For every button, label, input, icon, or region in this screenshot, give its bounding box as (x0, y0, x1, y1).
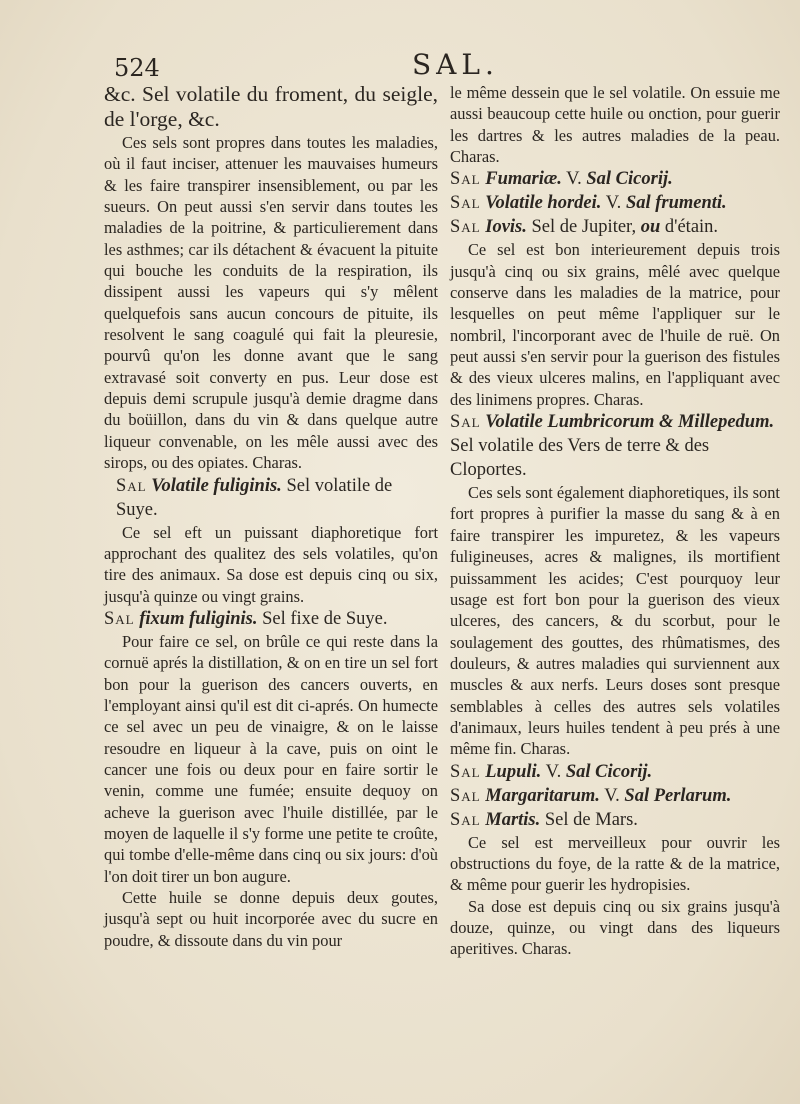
entry-ref: V. (545, 761, 562, 782)
entry-sal: Sal (450, 169, 481, 190)
entry-ref: V. (566, 169, 582, 190)
entry-french: Sel de Jupiter, (531, 217, 637, 238)
paragraph: Ces sels sont également diaphoretiques, ils sont fort propres à purifier la masse du sang & à en faire transpirer les impuretez, & les vapeurs fuligineuses, acres & malignes, ils mortifient puissamment les acides; C'est pourquoy leur usage est fort bon pour la guerison des vieux ulceres, des cancers, & du scorbut, pour le soulagement des gouttes, des rhûmatismes, des douleurs, & autres maladies qui surviennent aux muscles & aux nerfs. Leurs doses sont presque semblables à celles des autres sels volatiles d'animaux, leurs huiles tendent à peu prés à une même fin. Charas. (450, 483, 780, 759)
entry-latin: Lupuli. (485, 761, 542, 782)
entry-sal: Sal (450, 809, 481, 830)
entry-latin-ref: Sal frumenti. (625, 193, 727, 214)
entry-heading-lumbricorum (450, 410, 780, 482)
entry-latin-ref: Sal Cicorij. (586, 169, 673, 190)
paragraph: Cette huile se donne depuis deux goutes, jusqu'à sept ou huit incorporée avec du sucre en poudre, & dissoute dans du vin pour (104, 888, 438, 950)
paragraph: Ce sel eft un puissant diaphoretique fort approchant des qualitez des sels volatiles, qu'on tire des animaux. Sa dose est depuis cinq ou six, jusqu'à quinze ou vingt grains. (104, 522, 438, 606)
paragraph: Ce sel est merveilleux pour ouvrir les obstructions du foye, de la ratte & de la matrice, & même pour guerir les hydropisies. (450, 832, 780, 895)
entry-heading-margaritarum (450, 784, 780, 808)
running-head: SAL. (412, 48, 499, 81)
entry-heading-fixum-fuliginis (104, 607, 438, 631)
entry-sal: Sal (116, 475, 147, 496)
entry-latin: Fumariæ. (485, 169, 562, 190)
paragraph: le même dessein que le sel volatile. On essuie me aussi beaucoup cette huile ou onction, pour guerir les dartres & les autres maladies de la peau. Charas. (450, 83, 780, 167)
entry-heading-volatile-fuliginis (104, 474, 438, 522)
entry-french: Sel fixe de Suye. (262, 608, 388, 629)
entry-heading-fumariae (450, 167, 780, 191)
paragraph: Ces sels sont propres dans toutes les maladies, où il faut inciser, attenuer les mauvaises humeurs & les faire transpirer insensiblement, ou par les sueurs. On peut aussi s'en servir dans toutes les maladies de la poitrine, & particulierement dans les asthmes; car ils détachent & évacuent la pituite qui bouche les conduits de la respiration, ils dissipent aussi les vapeurs qui s'y mêlent quelquefois sans aucun concours de pituite, ils resolvent le sang coagulé qui fait la pleuresie, pourvû qu'on les donne avant que le sang extravasé soit converty en pus. Leur dose est depuis demi scrupule jusqu'à demie dragme dans du boüillon, dans du vin & dans quelque autre liqueur convenable, on les mêle aussi avec des sirops, ou des opiates. Charas. (104, 133, 438, 473)
entry-sal: Sal (450, 193, 481, 214)
entry-sal: Sal (450, 761, 481, 782)
page-header (0, 46, 800, 86)
entry-latin-ref: Sal Perlarum. (624, 785, 732, 806)
continued-entry-title: &c. Sel volatile du froment, du seigle, de l'orge, &c. (104, 82, 438, 131)
entry-sal: Sal (104, 608, 135, 629)
entry-heading-martis (450, 808, 780, 832)
entry-latin: Volatile fuliginis. (151, 475, 282, 496)
entry-french: Sel volatile des Vers de terre & des Cloportes. (450, 436, 710, 481)
entry-heading-iovis (450, 215, 780, 239)
entry-french-alt: d'étain. (664, 217, 719, 238)
entry-latin-ref: Sal Cicorij. (565, 761, 653, 782)
entry-sal: Sal (450, 217, 481, 238)
entry-sal: Sal (450, 412, 481, 433)
entry-latin: fixum fuliginis. (139, 608, 258, 629)
right-column (450, 82, 780, 960)
page-number: 524 (114, 54, 160, 82)
entry-french: Sel volatile de Suye. (116, 475, 393, 520)
entry-or: ou (640, 217, 661, 238)
entry-latin: Volatile hordei. (485, 193, 602, 214)
entry-latin: Margaritarum. (485, 785, 600, 806)
entry-french: Sel de Mars. (544, 809, 638, 830)
left-column (104, 82, 438, 951)
paragraph: Pour faire ce sel, on brûle ce qui reste dans la cornuë aprés la distillation, & on en tire un sel fort bon pour la guerison des cancers ouverts, en l'employant ainsi qu'il est dit ci-aprés. On humecte ce sel avec un peu de vinaigre, & on le laisse resoudre en liqueur à la cave, puis on oint le cancer une fois ou deux pour en faire sortir le venin, comme une fumée; ensuite dequoy on acheve la guerison avec l'huile distillée, par le moyen de laquelle il s'y forme une petite te croûte, qui tombe d'elle-même dans cinq ou six jours: d'où l'on doit tirer un bon augure. (104, 631, 438, 886)
entry-ref: V. (604, 785, 620, 806)
entry-ref: V. (605, 193, 622, 214)
entry-heading-lupuli (450, 760, 780, 784)
entry-latin: Volatile Lumbricorum & Millepedum. (485, 412, 775, 433)
paragraph: Ce sel est bon interieurement depuis trois jusqu'à cinq ou six grains, mêlé avec quelque conserve dans les maladies de la matrice, pour lesquelles on peut même l'appliquer sur le nombril, l'incorporant avec de l'huile de ruë. On peut aussi s'en servir pour la guerison des fistules & des vieux ulceres malins, en l'appliquant avec des linimens propres. Charas. (450, 240, 780, 409)
entry-latin: Martis. (485, 809, 541, 830)
entry-sal: Sal (450, 785, 481, 806)
entry-heading-volatile-hordei (450, 191, 780, 215)
paragraph: Sa dose est depuis cinq ou six grains jusqu'à douze, quinze, ou vingt dans des liqueurs aperitives. Charas. (450, 896, 780, 959)
entry-latin: Iovis. (485, 217, 527, 238)
